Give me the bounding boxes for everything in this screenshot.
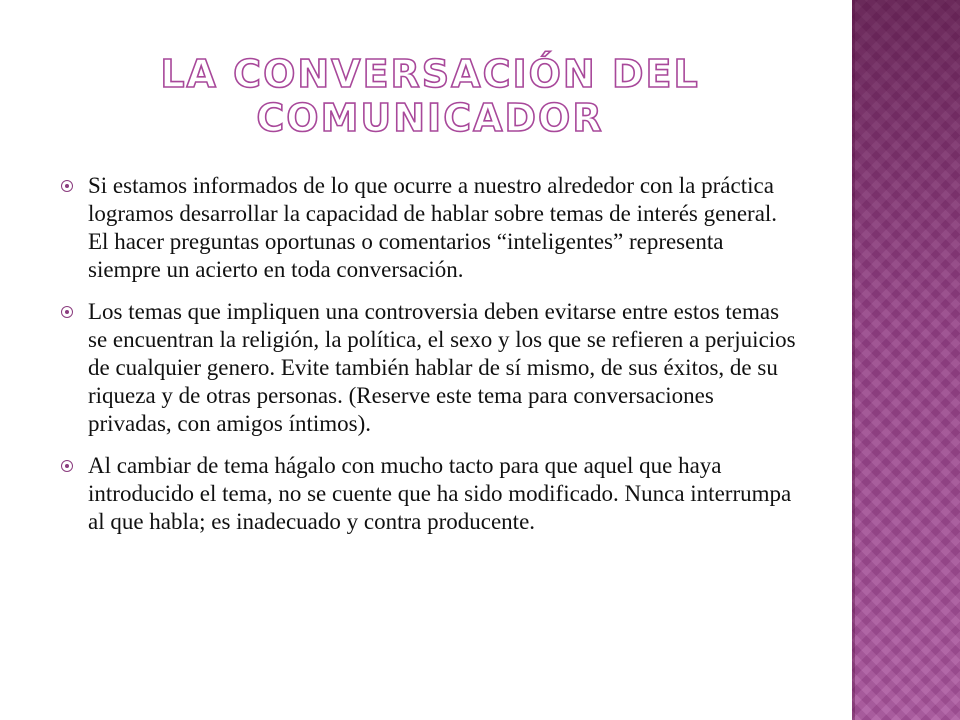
bullet-list	[60, 172, 800, 550]
decorative-side-panel	[852, 0, 960, 720]
side-panel-edge	[852, 0, 855, 720]
bullet-item	[60, 298, 800, 438]
circled-dot-bullet-icon	[61, 460, 73, 472]
bullet-text: Los temas que impliquen una controversia deben evitarse entre estos temas se encuentran la religión, la política, el sexo y los que se refieren a perjuicios de cualquier genero. Evite también hablar de sí mismo, de sus éxitos, de su riqueza y de otras personas. (Reserve este tema para conversaciones privadas, con amigos íntimos).	[88, 299, 796, 436]
circled-dot-bullet-icon	[61, 306, 73, 318]
bullet-item	[60, 452, 800, 536]
bullet-item	[60, 172, 800, 284]
bullet-text: Al cambiar de tema hágalo con mucho tacto para que aquel que haya introducido el tema, no se cuente que ha sido modificado. Nunca interrumpa al que habla; es inadecuado y contra producente.	[88, 453, 792, 534]
bullet-text: Si estamos informados de lo que ocurre a nuestro alrededor con la práctica logramos desarrollar la capacidad de hablar sobre temas de interés general. El hacer preguntas oportunas o comentarios “inteligentes” representa siempre un acierto en toda conversación.	[88, 173, 778, 282]
circled-dot-bullet-icon	[61, 180, 73, 192]
slide-title: LA CONVERSACIÓN DEL COMUNICADOR	[160, 52, 700, 140]
